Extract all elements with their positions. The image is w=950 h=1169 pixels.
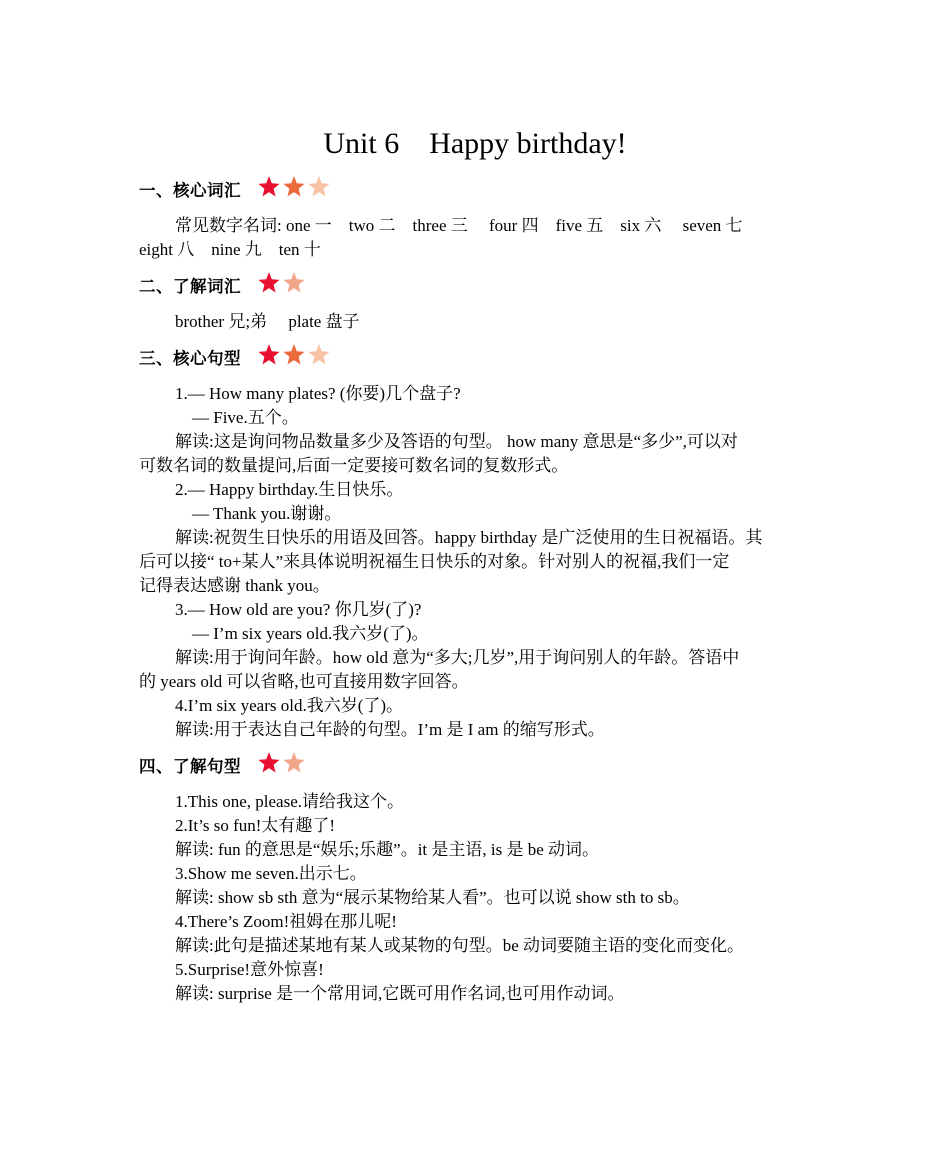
page-title: Unit 6 Happy birthday! [323,127,627,160]
text-line: 3.Show me seven.出示七。 [175,864,367,883]
text-line: 解读:用于表达自己年龄的句型。I’m 是 I am 的缩写形式。 [175,720,605,739]
text-line: 解读:这是询问物品数量多少及答语的句型。 how many 意思是“多少”,可以对 [175,432,738,451]
text-line: 解读: fun 的意思是“娱乐;乐趣”。it 是主语, is 是 be 动词。 [175,840,600,859]
text-line: 可数名词的数量提问,后面一定要接可数名词的复数形式。 [139,456,569,475]
text-line: — I’m six years old.我六岁(了)。 [192,624,429,643]
star-icon [307,343,331,366]
text-line: 4.I’m six years old.我六岁(了)。 [175,696,404,715]
star-icon [282,343,306,366]
text-line: 1.— How many plates? (你要)几个盘子? [175,384,461,403]
text-line: 2.It’s so fun!太有趣了! [175,816,336,835]
star-icon [257,271,281,294]
text-line: 解读:用于询问年龄。how old 意为“多大;几岁”,用于询问别人的年龄。答语中 [175,648,740,667]
text-line: 5.Surprise!意外惊喜! [175,960,324,979]
star-icon [282,271,306,294]
text-line: 4.There’s Zoom!祖姆在那儿呢! [175,912,397,931]
section-label: 一、核心词汇 [139,181,241,200]
text-line: 解读: show sb sth 意为“展示某物给某人看”。也可以说 show sth to sb。 [175,888,690,907]
text-line: — Five.五个。 [192,408,299,427]
text-line: 的 years old 可以省略,也可直接用数字回答。 [139,672,469,691]
rating-stars [257,751,307,774]
text-line: 常见数字名词: one 一 two 二 three 三 four 四 five 五 six 六 seven 七 [175,216,743,235]
text-line: 2.— Happy birthday.生日快乐。 [175,480,404,499]
text-line: 3.— How old are you? 你几岁(了)? [175,600,422,619]
rating-stars [257,343,332,366]
section-label: 三、核心句型 [139,349,241,368]
rating-stars [257,271,307,294]
rating-stars [257,175,332,198]
star-icon [257,751,281,774]
section-label: 四、了解句型 [139,757,241,776]
text-line: 1.This one, please.请给我这个。 [175,792,404,811]
text-line: brother 兄;弟 plate 盘子 [175,312,360,331]
section-heading-core-vocabulary [139,172,332,206]
text-line: 解读: surprise 是一个常用词,它既可用作名词,也可用作动词。 [175,984,625,1003]
text-line: — Thank you.谢谢。 [192,504,342,523]
section-label: 二、了解词汇 [139,277,241,296]
section-heading-basic-sentences [139,748,307,782]
text-line: 记得表达感谢 thank you。 [139,576,330,595]
text-line: eight 八 nine 九 ten 十 [139,240,321,259]
star-icon [257,175,281,198]
star-icon [282,175,306,198]
text-line: 解读:祝贺生日快乐的用语及回答。happy birthday 是广泛使用的生日祝福语。其 [175,528,763,547]
star-icon [257,343,281,366]
section-heading-core-sentences [139,340,332,374]
section-heading-basic-vocabulary [139,268,307,302]
star-icon [307,175,331,198]
text-line: 解读:此句是描述某地有某人或某物的句型。be 动词要随主语的变化而变化。 [175,936,745,955]
text-line: 后可以接“ to+某人”来具体说明祝福生日快乐的对象。针对别人的祝福,我们一定 [139,552,730,571]
star-icon [282,751,306,774]
